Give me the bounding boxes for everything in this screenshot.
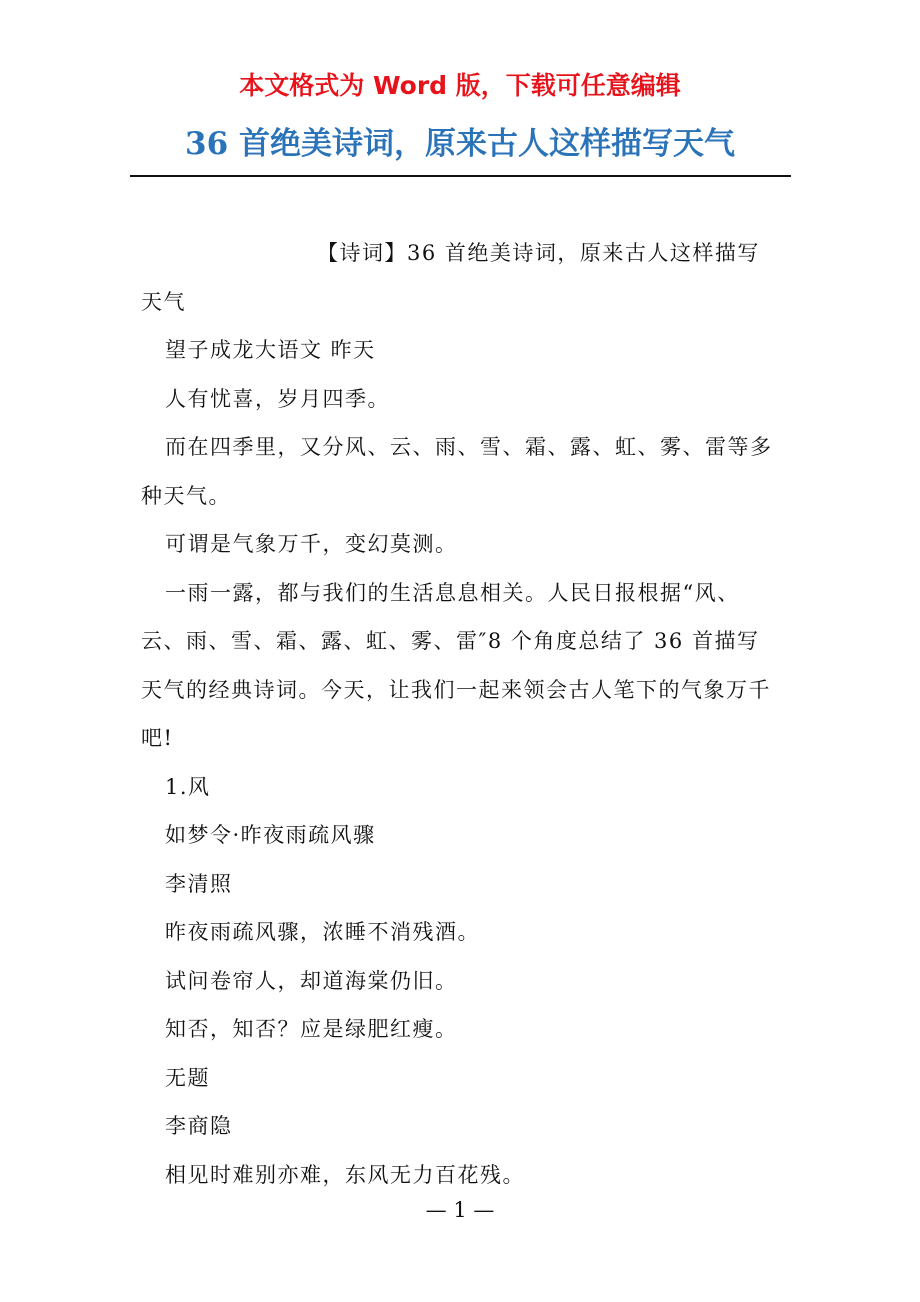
body-paragraph: 可谓是气象万千，变幻莫测。 [165, 532, 458, 556]
poem-line: 知否，知否？应是绿肥红瘦。 [165, 1017, 458, 1041]
poem-line: 相见时难别亦难，东风无力百花残。 [165, 1162, 525, 1187]
section-heading: 1.风 [165, 774, 211, 799]
source-line: 望子成龙大语文 昨天 [165, 338, 376, 362]
body-paragraph: 而在四季里，又分风、云、雨、雪、霜、露、虹、雾、雷等多种天气。 [141, 435, 773, 508]
poem-title: 无题 [165, 1065, 210, 1090]
body-paragraph: 人有忧喜，岁月四季。 [165, 386, 390, 411]
page-number: — 1 — [425, 1198, 495, 1222]
body-paragraph: 一雨一露，都与我们的生活息息相关。人民日报根据“风、云、雨、雪、霜、露、虹、雾、雷″8 个角度总结了 36 首描写天气的经典诗词。今天，让我们一起来领会古人笔下的气象万千吧! [141, 580, 771, 750]
format-notice-banner: 本文格式为 Word 版，下载可任意编辑 [239, 71, 681, 100]
document-body [141, 229, 781, 1199]
poem-line: 昨夜雨疏风骤，浓睡不消残酒。 [165, 920, 480, 944]
poem-title: 如梦令·昨夜雨疏风骤 [165, 823, 376, 847]
title-divider [130, 175, 791, 177]
poem-author: 李清照 [165, 871, 233, 896]
document-title: 36 首绝美诗词，原来古人这样描写天气 [185, 126, 735, 162]
poem-line: 试问卷帘人，却道海棠仍旧。 [165, 968, 458, 993]
poem-author: 李商隐 [165, 1114, 233, 1138]
intro-heading-paragraph: 【诗词】36 首绝美诗词，原来古人这样描写天气 [141, 241, 760, 314]
